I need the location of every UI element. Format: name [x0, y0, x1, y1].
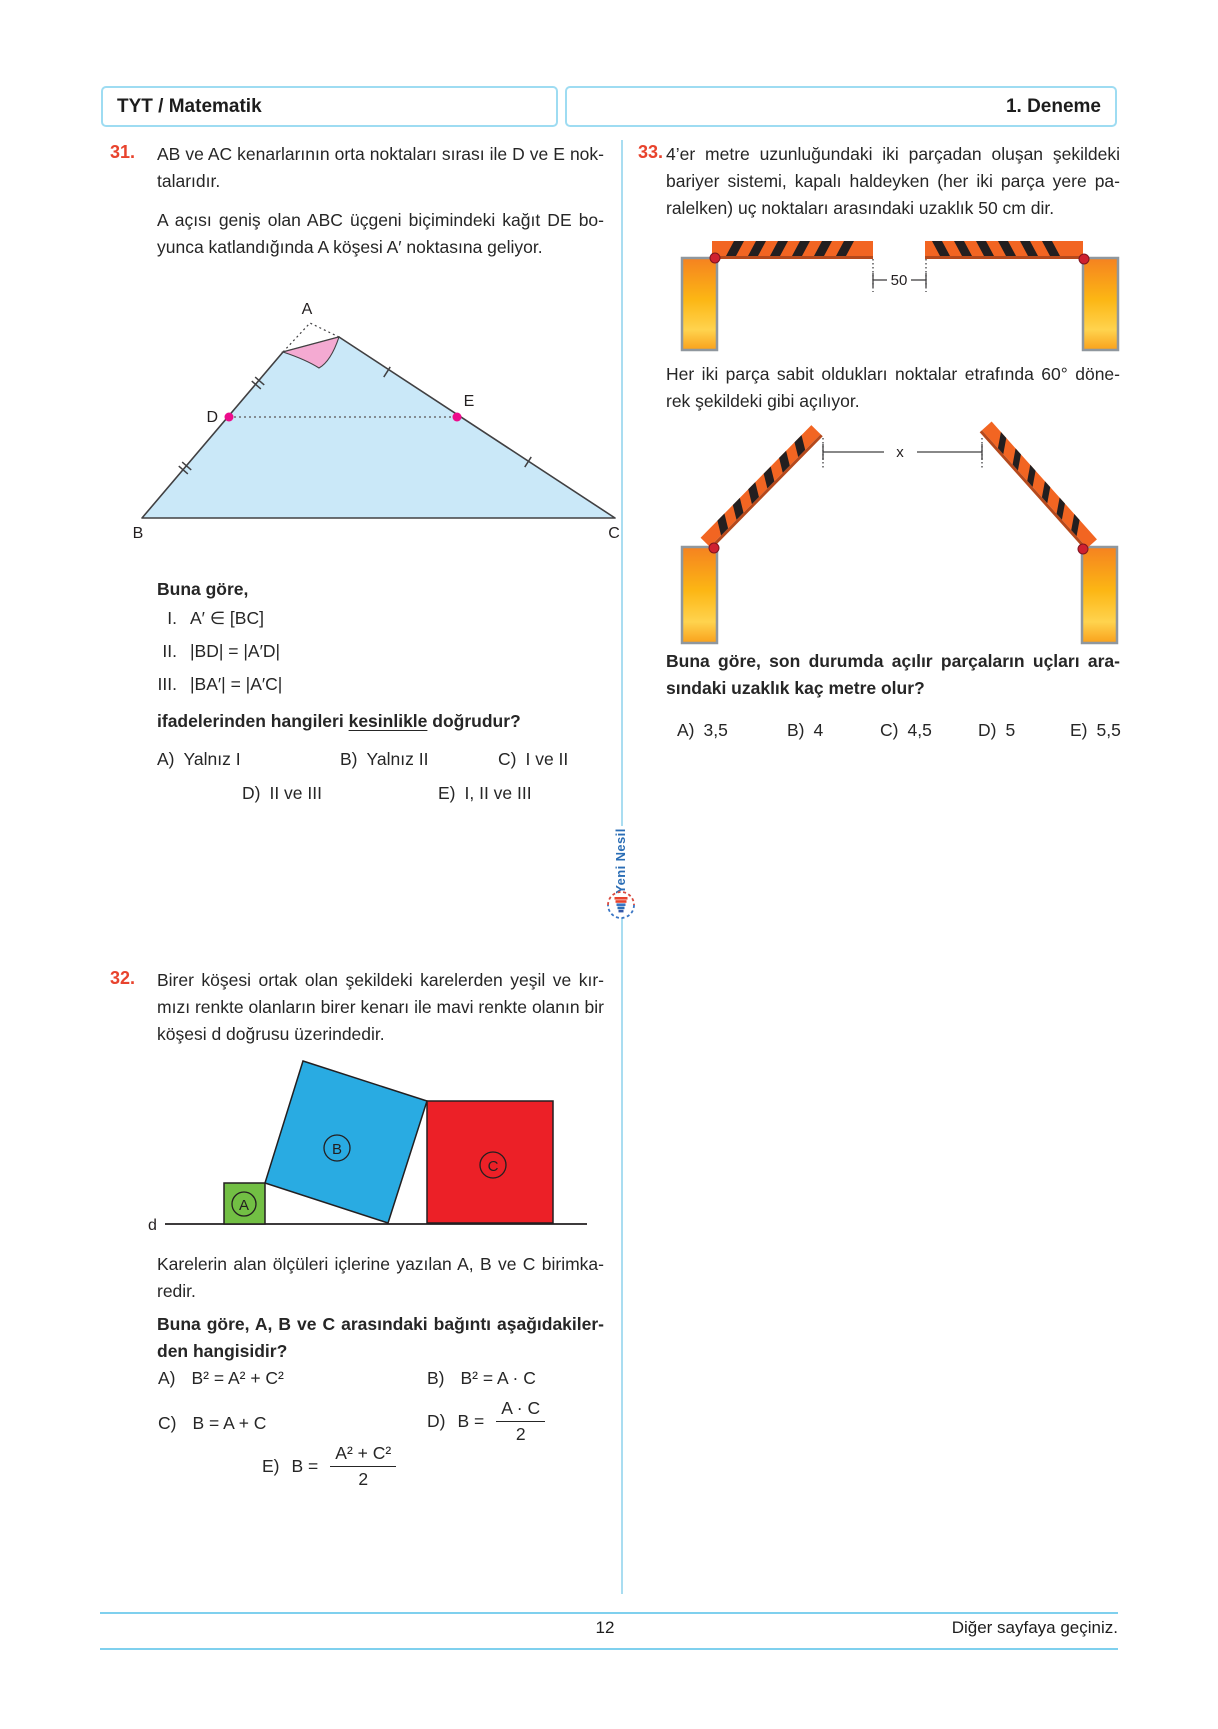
q31-paragraph-1: AB ve AC kenarlarının orta noktaları sırası ile D ve E nok- talarıdır. [157, 144, 604, 191]
q31-option-d: D) II ve III [242, 783, 322, 803]
publisher-logo-icon [606, 890, 636, 920]
q32-label-c: C [487, 1158, 499, 1175]
q32-option-b: B) B² = A · C [427, 1368, 536, 1388]
q33-left-arm [712, 241, 873, 259]
q33-open-right-post [1082, 547, 1117, 643]
q31-paragraph-2: A açısı geniş olan ABC üçgeni biçimindeki kağıt DE bo- yunca katlandığında A köşesi A′ noktasına geliyor. [157, 210, 604, 257]
q32-option-e-fraction: $\frac{\text{A² + C²}}{2}$ [330, 1443, 396, 1490]
q33-figure-barrier-open [670, 420, 1125, 655]
q31-statements [144, 608, 282, 707]
q31-number: 31. [110, 142, 136, 162]
q32-option-d-fraction: $\frac{A \cdot C}{2}$ [496, 1398, 545, 1445]
q33-option-a: A) 3,5 [677, 720, 728, 740]
header-subject: TYT / Matematik [117, 95, 262, 117]
publisher-logo-text: Yeni Nesil [613, 828, 628, 894]
q33-gap-label-50: 50 [890, 272, 908, 289]
q31-label-b: B [132, 525, 144, 542]
q33-right-pivot [1079, 254, 1089, 264]
q31-label-a: A [301, 301, 313, 318]
header-left-box [101, 86, 558, 127]
q31-option-a: A) Yalnız I [157, 749, 241, 769]
q32-option-d: D) B = $\frac{A \cdot C}{2}$ [427, 1398, 545, 1445]
q33-right-post [1083, 258, 1118, 350]
footer-rule-top [100, 1612, 1118, 1614]
q31-label-d: D [206, 409, 218, 426]
q32-option-e: E) B = $\frac{\text{A² + C²}}{2}$ [262, 1443, 396, 1490]
q32-label-a: A [238, 1197, 250, 1214]
q32-option-a: A) B² = A² + C² [158, 1368, 284, 1388]
footer-rule-bottom [100, 1648, 1118, 1650]
q33-figure-barrier-closed [670, 235, 1125, 355]
q33-right-arm [925, 241, 1083, 259]
q31-option-b: B) Yalnız II [340, 749, 429, 769]
header-exam-name: 1. Deneme [1005, 95, 1101, 117]
q33-stem: Buna göre, son durumda açılır parçaların uçları ara- sındaki uzaklık kaç metre olur? [666, 651, 1120, 698]
q32-label-d: d [148, 1217, 157, 1234]
q33-left-post [682, 258, 717, 350]
q31-point-e-dot [453, 413, 462, 422]
q33-option-d: D) 5 [978, 720, 1016, 740]
q32-paragraph-2: Karelerin alan ölçüleri içlerine yazılan A, B ve C birimka- redir. [157, 1254, 604, 1301]
q33-paragraph-2: Her iki parça sabit oldukları noktalar etrafında 60° döne- rek şekildeki gibi açılıyor. [666, 364, 1120, 411]
q33-option-b: B) 4 [787, 720, 824, 740]
page-number: 12 [595, 1618, 615, 1637]
q31-statement-3: III. |BA′| = |A′C| [157, 674, 283, 694]
q31-stem: ifadelerinden hangileri kesinlikle doğrudur? [157, 711, 521, 731]
q31-option-c: C) I ve II [498, 749, 569, 769]
q33-gap-label-x: x [896, 444, 904, 461]
q31-label-e: E [463, 393, 475, 410]
q32-blue-square [265, 1061, 427, 1223]
q31-figure-triangle [110, 290, 630, 545]
header-right-box [565, 86, 1117, 127]
q32-label-b: B [331, 1141, 343, 1158]
q31-option-e: E) I, II ve III [438, 783, 532, 803]
q33-open-left-post [682, 547, 717, 643]
q32-figure-squares [140, 1055, 600, 1240]
q31-statement-1: I. A′ ∈ [BC] [167, 608, 264, 628]
q33-left-pivot [710, 253, 720, 263]
q32-stem: Buna göre, A, B ve C arasındaki bağıntı aşağıdakiler- den hangisidir? [157, 1314, 604, 1361]
q33-paragraph-1: 4’er metre uzunluğundaki iki parçadan oluşan şekildeki bariyer sistemi, kapalı haldeyken (her iki parça yere pa- ralelken) uç noktaları arasındaki uzaklık 50 cm dir. [666, 144, 1120, 218]
q33-option-e: E) 5,5 [1070, 720, 1121, 740]
q31-point-d-dot [225, 413, 234, 422]
q33-open-left-pivot [709, 543, 719, 553]
q33-open-right-pivot [1078, 544, 1088, 554]
footer-note: Diğer sayfaya geçiniz. [951, 1618, 1118, 1637]
q31-stem-underlined-word: kesinlikle [348, 711, 428, 731]
q33-open-right-arm [980, 422, 1097, 550]
q31-lead: Buna göre, [157, 579, 249, 599]
q33-number: 33. [638, 142, 664, 162]
q33-option-c: C) 4,5 [880, 720, 932, 740]
q31-label-c: C [608, 525, 620, 542]
q32-number: 32. [110, 968, 136, 988]
q32-paragraph-1: Birer köşesi ortak olan şekildeki karelerden yeşil ve kır- mızı renkte olanların birer kenarı ile mavi renkte olanın bir köşesi d doğrusu üzerindedir. [157, 970, 604, 1044]
q33-open-left-arm [701, 425, 823, 549]
q32-option-c: C) B = A + C [158, 1413, 267, 1433]
column-divider-bottom [621, 918, 623, 1594]
q31-statement-2: II. |BD| = |A′D| [162, 641, 281, 661]
